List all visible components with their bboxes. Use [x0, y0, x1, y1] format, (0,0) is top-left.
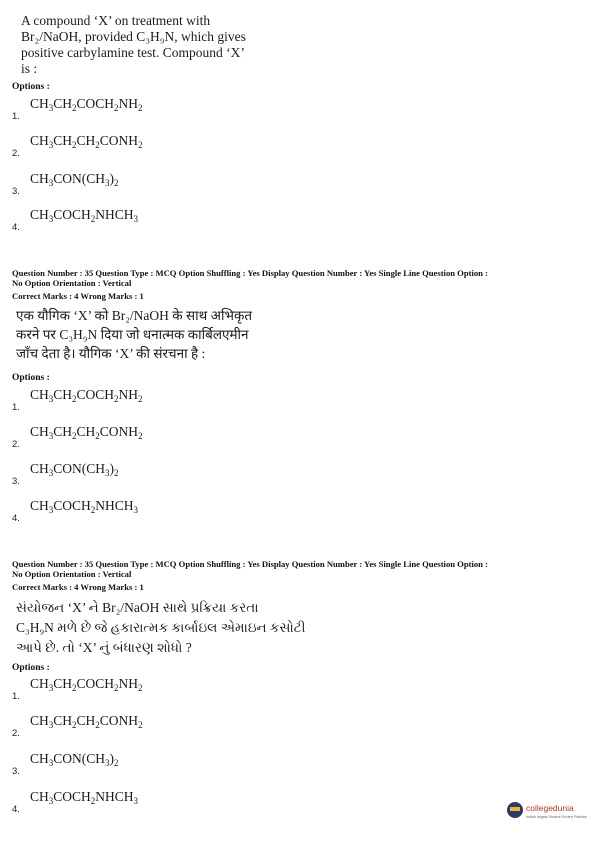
option-number: 3.	[12, 186, 20, 197]
options-label: Options :	[12, 663, 50, 673]
question-line: C₃H₉N મળે છે જે હકારાત્મક કાર્બાઇલ એમાઇન કસોટી	[16, 620, 306, 635]
option-number: 1.	[12, 111, 20, 122]
collegedunia-logo[interactable]	[507, 800, 591, 826]
question-line: करने पर C₃H₉N दिया जो धनात्मक कार्बिलएमीन	[16, 327, 249, 342]
options-label: Options :	[12, 373, 50, 383]
question-line: एक यौगिक ‘X’ को Br₂/NaOH के साथ अभिकृत	[16, 308, 253, 323]
option-formula: $CH_3CON(CH_3)_2$	[30, 751, 119, 768]
option-number: 1.	[12, 691, 20, 702]
question-line: સંયોજન ‘X’ ને Br₂/NaOH સાથે પ્રક્રિયા કરતા	[16, 600, 259, 615]
meta-line: Correct Marks : 4 Wrong Marks : 1	[12, 291, 144, 301]
option-formula: $CH_3CON(CH_3)_2$	[30, 171, 119, 188]
question-line: Br₂/NaOH, provided C₃H₉N, which gives	[21, 29, 246, 44]
question-line: जाँच देता है। यौगिक ‘X’ की संरचना है :	[16, 346, 206, 361]
option-number: 2.	[12, 439, 20, 450]
option-formula: $CH_3CON(CH_3)_2$	[30, 461, 119, 478]
option-number: 4.	[12, 222, 20, 233]
option-number: 3.	[12, 476, 20, 487]
option-formula: $CH_3CH_2COCH_2NH_2$	[30, 676, 143, 693]
question-text-english	[21, 13, 246, 77]
question-text-hindi	[16, 306, 252, 363]
option-formula: $CH_3CH_2COCH_2NH_2$	[30, 387, 143, 404]
logo-name: collegedunia	[526, 803, 574, 813]
option-formula: $CH_3CH_2CH_2CONH_2$	[30, 424, 143, 441]
option-number: 1.	[12, 402, 20, 413]
question-meta	[12, 559, 488, 592]
option-number: 4.	[12, 804, 20, 815]
option-number: 3.	[12, 766, 20, 777]
option-number: 2.	[12, 148, 20, 159]
meta-line: No Option Orientation : Vertical	[12, 569, 132, 579]
options-label: Options :	[12, 82, 50, 92]
option-number: 4.	[12, 513, 20, 524]
question-line: is :	[21, 61, 38, 76]
meta-line: No Option Orientation : Vertical	[12, 278, 132, 288]
meta-line: Question Number : 35 Question Type : MCQ Option Shuffling : Yes Display Question Number : Yes Single Line Question Option :	[12, 268, 488, 278]
meta-line: Question Number : 35 Question Type : MCQ Option Shuffling : Yes Display Question Number : Yes Single Line Question Option :	[12, 559, 488, 569]
option-formula: $CH_3COCH_2NHCH_3$	[30, 207, 139, 224]
option-number: 2.	[12, 728, 20, 739]
question-line: positive carbylamine test. Compound ‘X’	[21, 45, 245, 60]
option-formula: $CH_3CH_2COCH_2NH_2$	[30, 96, 143, 113]
option-formula: $CH_3CH_2CH_2CONH_2$	[30, 133, 143, 150]
option-formula: $CH_3CH_2CH_2CONH_2$	[30, 713, 143, 730]
meta-line: Correct Marks : 4 Wrong Marks : 1	[12, 582, 144, 592]
question-line: આપે છે. તો ‘X’ નું બંધારણ શોધો ?	[16, 640, 192, 655]
question-line: A compound ‘X’ on treatment with	[21, 13, 211, 28]
graduation-cap-icon	[507, 802, 523, 818]
question-text-gujarati	[16, 598, 306, 658]
logo-tagline: India's largest Student Review Platform	[526, 815, 587, 819]
option-formula: $CH_3COCH_2NHCH_3$	[30, 498, 139, 515]
question-meta	[12, 268, 488, 301]
option-formula: $CH_3COCH_2NHCH_3$	[30, 789, 139, 806]
